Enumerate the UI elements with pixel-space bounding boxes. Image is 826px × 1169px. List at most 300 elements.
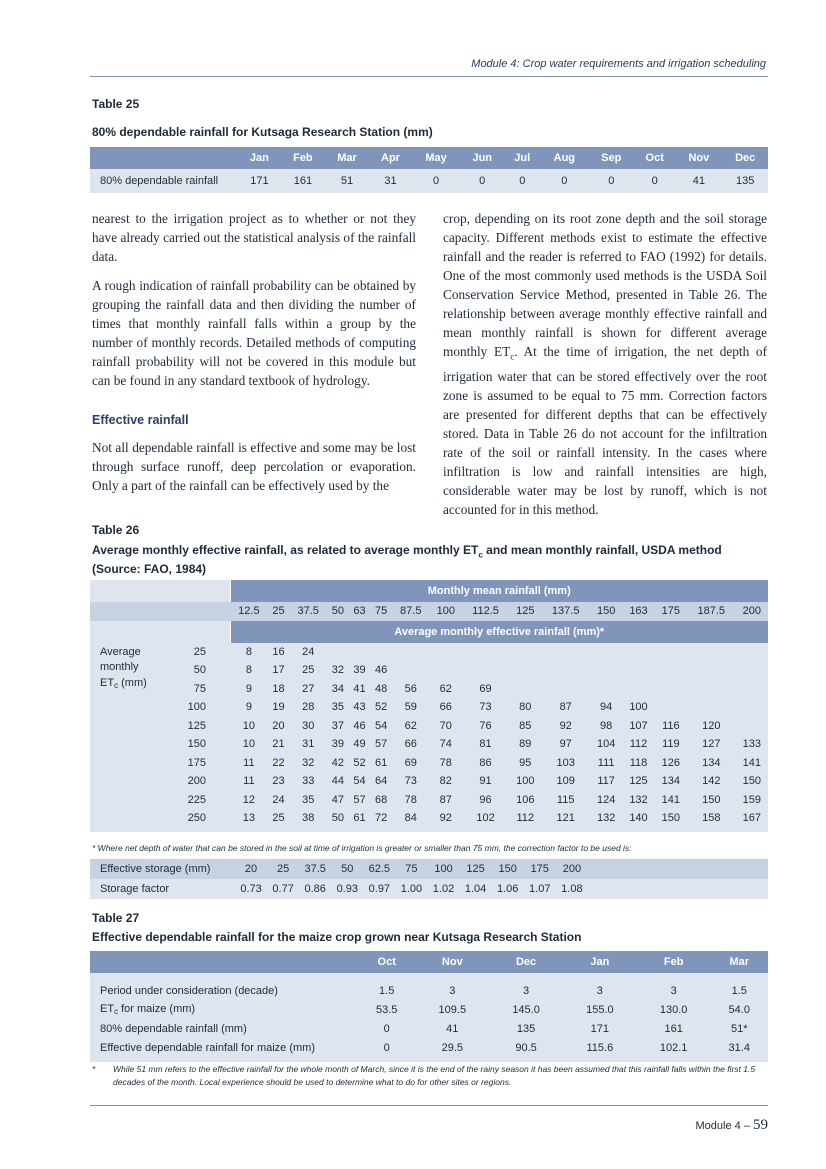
effective-rainfall-cell: 158 [702,812,721,825]
label-text: (mm) [118,676,147,689]
effective-rainfall-cell: 38 [302,812,315,825]
note-text: While 51 mm refers to the effective rainfall for the whole month of March, since it is the end of the rainy season it has been assumed that this rainfall falls within the first 1.5 decades of the month. Local experience should be used to determine what to do for other sites or regions. [113,1064,756,1087]
spacer-cell [90,973,768,981]
effective-rainfall-cell: 98 [600,719,613,732]
effective-rainfall-cell [430,643,462,662]
table-cell: 3 [670,984,677,997]
et-value: 250 [187,812,206,825]
month-header: Feb [293,152,313,164]
effective-rainfall-cell: 73 [404,775,417,788]
effective-rainfall-cell: 126 [661,756,681,769]
table-cell: 1.5 [379,984,395,997]
subscript: c [510,351,515,362]
storage-value: 200 [562,863,582,875]
effective-rainfall-cell: 112 [629,738,648,751]
paragraph: A rough indication of rainfall probability can be obtained by grouping the rainfall data and then dividing the number of times that monthly rainfall falls within a group by the number of monthly records. Detailed methods of computing rainfall probability will not be covered in this module but can be found in any standard textbook of hydrology. [92,278,416,388]
effective-rainfall-cell: 39 [331,738,345,751]
et-value: 125 [187,719,206,732]
effective-rainfall-cell: 57 [374,738,388,751]
month-header: Aug [553,152,576,164]
effective-rainfall-cell: 32 [331,664,345,677]
effective-rainfall-cell: 120 [702,719,721,732]
effective-rainfall-cell [736,643,768,662]
effective-rainfall-cell: 92 [559,719,572,732]
effective-rainfall-cell: 17 [272,664,285,677]
effective-rainfall-cell: 24 [272,793,285,806]
effective-rainfall-cell: 42 [331,756,345,769]
table-cell: 161 [664,1022,683,1035]
table-row [90,1000,768,1019]
table-cell: 3 [449,984,456,997]
effective-rainfall-cell: 70 [439,719,452,732]
effective-rainfall-cell [392,661,430,680]
effective-rainfall-cell: 43 [353,701,366,714]
rainfall-column-header: 137.5 [551,605,580,618]
effective-rainfall-cell [736,661,768,680]
table-27-caption: Effective dependable rainfall for the maize crop grown near Kutsaga Research Station [92,930,582,944]
effective-rainfall-cell: 87 [559,701,572,714]
rainfall-column-header: 50 [331,605,345,618]
effective-rainfall-cell: 52 [353,756,366,769]
effective-rainfall-cell: 22 [272,756,285,769]
effective-rainfall-cell: 132 [596,812,616,825]
rainfall-column-header: 75 [374,605,388,618]
effective-rainfall-cell: 167 [742,812,761,825]
month-header: Apr [381,152,400,164]
rainfall-value: 0 [519,175,526,187]
effective-rainfall-cell: 94 [600,701,613,714]
page-number-value: 59 [753,1117,768,1133]
effective-rainfall-cell: 69 [404,756,417,769]
storage-value: 50 [341,863,354,875]
effective-rainfall-cell: 116 [662,719,680,732]
paragraph: Not all dependable rainfall is effective and some may be lost through surface runoff, deep percolation or evaporation. Only a part of the rainfall can be effectively used by the [92,440,416,493]
header-cell [90,951,358,973]
table-cell: 31.4 [728,1041,750,1054]
effective-rainfall-cell [687,698,736,717]
row-label: Storage factor [100,883,170,895]
storage-value: 175 [530,863,549,875]
rainfall-column-header: 125 [516,605,535,618]
label-text: ET [100,1003,115,1015]
effective-rainfall-cell: 61 [353,812,366,825]
storage-row [90,859,768,879]
effective-rainfall-cell: 9 [245,701,252,714]
table-cell: 53.5 [375,1003,398,1016]
label-line [100,676,150,694]
month-header: Mar [729,956,750,968]
header-rule [90,76,768,77]
subscript: c [114,1007,119,1016]
table-cell: 3 [523,984,530,997]
effective-rainfall-cell: 87 [439,793,452,806]
table-row [90,981,768,1000]
effective-rainfall-cell: 54 [353,775,366,788]
table-27 [90,951,768,1062]
row-label: Period under consideration (decade) [100,984,278,997]
table-cell: 102.1 [659,1041,688,1054]
effective-rainfall-cell: 41 [353,682,366,695]
factor-value: 1.04 [464,883,487,895]
table-cell: 29.5 [441,1041,463,1054]
rainfall-columns-row [90,602,768,621]
rainfall-value: 41 [692,175,705,187]
blank-cell [90,580,230,602]
effective-rainfall-cell: 119 [662,738,680,751]
effective-rainfall-cell: 127 [702,738,721,751]
effective-rainfall-cell: 78 [404,793,417,806]
rainfall-column-header: 163 [629,605,648,618]
table-cell: 41 [446,1022,459,1035]
effective-rainfall-cell [590,680,622,699]
storage-value: 150 [498,863,517,875]
effective-rainfall-cell: 89 [519,738,532,751]
effective-rainfall-cell: 57 [353,793,366,806]
rainfall-column-header: 175 [661,605,681,618]
subscript: c [114,680,119,690]
caption-text: Average monthly effective rainfall, as related to average monthly ET [92,543,479,557]
effective-rainfall-cell: 104 [596,738,616,751]
effective-rainfall-cell: 25 [302,664,315,677]
table-cell: 155.0 [586,1003,614,1016]
factor-value: 1.08 [561,883,583,895]
band-row [90,621,768,643]
et-value: 200 [187,775,206,788]
table-row [90,661,768,680]
factor-value: 0.93 [336,883,358,895]
effective-band: Average monthly effective rainfall (mm)* [230,621,768,643]
effective-rainfall-cell: 103 [556,756,575,769]
effective-rainfall-cell: 91 [479,775,492,788]
rainfall-value: 171 [250,175,269,187]
module-label: Module 4 – [695,1120,753,1132]
effective-rainfall-cell: 10 [242,738,255,751]
table-row [90,680,768,699]
right-column [443,209,767,529]
row-label [90,1000,358,1019]
effective-rainfall-cell: 44 [331,775,345,788]
effective-rainfall-cell [687,680,736,699]
effective-rainfall-cell: 8 [245,664,252,677]
effective-rainfall-cell [736,680,768,699]
effective-rainfall-cell: 141 [742,756,761,769]
table-row [90,1019,768,1038]
effective-rainfall-cell: 35 [302,793,315,806]
effective-rainfall-cell: 47 [331,793,345,806]
factor-value: 0.77 [272,883,294,895]
note-marker: * [92,1064,96,1074]
subscript: c [478,550,483,560]
storage-value: 75 [405,863,418,875]
effective-rainfall-cell: 84 [404,812,417,825]
effective-rainfall-cell: 82 [439,775,452,788]
effective-rainfall-cell: 62 [404,719,417,732]
month-header: Nov [441,956,463,968]
month-header: Sep [601,152,622,164]
effective-rainfall-cell: 109 [556,775,575,788]
storage-value: 62.5 [368,863,391,875]
effective-rainfall-cell [622,680,654,699]
table-26 [90,580,768,832]
filler-cell [588,859,768,879]
effective-rainfall-cell: 12 [242,793,255,806]
effective-rainfall-cell: 118 [629,756,648,769]
effective-rainfall-cell: 48 [374,682,388,695]
effective-rainfall-cell [462,661,509,680]
effective-rainfall-cell: 18 [272,682,285,695]
effective-rainfall-cell: 115 [556,793,575,806]
effective-rainfall-cell [541,661,590,680]
effective-rainfall-cell: 11 [243,756,255,769]
factor-value: 0.73 [240,883,262,895]
effective-rainfall-cell: 30 [302,719,315,732]
month-header: Oct [377,956,396,968]
month-header: Jan [249,152,269,164]
table-25-header-row [90,147,768,169]
effective-rainfall-cell: 150 [661,812,681,825]
text-span: crop, depending on its root zone depth and the soil storage capacity. Different methods exist to estimate the effective rainfall and the reader is referred to FAO (1992) for details. One of the most commonly used methods is the USDA Soil Conservation Service Method, presented in Table 26. The relationship between average monthly effective rainfall and mean monthly rainfall is shown for different average monthly ET [443,211,767,359]
effective-rainfall-cell: 61 [374,756,388,769]
effective-rainfall-cell: 32 [302,756,315,769]
effective-rainfall-cell: 100 [516,775,535,788]
effective-rainfall-cell: 21 [272,738,285,751]
rainfall-band: Monthly mean rainfall (mm) [230,580,768,602]
section-heading: Effective rainfall [92,413,189,427]
effective-rainfall-cell: 100 [629,701,648,714]
effective-rainfall-cell [590,661,622,680]
label-text: for maize (mm) [118,1003,196,1015]
effective-rainfall-cell: 96 [479,793,492,806]
table-cell: 115.6 [586,1041,614,1054]
rainfall-column-header: 25 [272,605,285,618]
effective-rainfall-cell: 124 [596,793,616,806]
table-26-caption [92,543,722,576]
table-25-caption: 80% dependable rainfall for Kutsaga Research Station (mm) [92,125,433,139]
effective-rainfall-cell: 140 [629,812,648,825]
effective-rainfall-cell: 86 [479,756,492,769]
effective-rainfall-cell: 133 [742,738,761,751]
rainfall-value: 31 [384,175,397,187]
factor-row [90,879,768,899]
effective-rainfall-cell [622,643,654,662]
effective-rainfall-cell: 52 [374,701,388,714]
effective-rainfall-cell: 9 [245,682,252,695]
effective-rainfall-cell: 64 [374,775,388,788]
spacer-row [90,973,768,981]
effective-rainfall-cell: 97 [559,738,572,751]
et-value: 225 [187,793,206,806]
storage-factor-table [90,859,768,899]
effective-rainfall-cell: 59 [404,701,417,714]
effective-rainfall-cell: 95 [519,756,532,769]
effective-rainfall-cell: 8 [245,645,252,658]
effective-rainfall-cell [370,643,392,662]
left-column-2 [92,438,416,505]
rainfall-value: 0 [561,175,568,187]
storage-value: 37.5 [304,863,326,875]
label-line: monthly [100,661,139,673]
effective-rainfall-cell [687,661,736,680]
table-25 [90,147,768,193]
factor-value: 1.02 [432,883,455,895]
table-cell: 109.5 [438,1003,467,1016]
effective-rainfall-cell: 112 [516,812,535,825]
et-value: 150 [187,738,206,751]
row-label: Effective storage (mm) [100,863,211,875]
storage-value: 125 [466,863,485,875]
effective-rainfall-cell: 27 [302,682,315,695]
factor-value: 1.06 [496,883,519,895]
effective-rainfall-cell [622,661,654,680]
table-cell: 130.0 [659,1003,688,1016]
table-row [90,754,768,773]
filler-cell [588,879,768,899]
running-header: Module 4: Crop water requirements and irrigation scheduling [471,58,766,70]
rainfall-column-header: 100 [436,605,455,618]
band-row [90,580,768,602]
et-value: 75 [193,682,206,695]
effective-rainfall-cell: 92 [439,812,452,825]
row-label: 80% dependable rainfall [100,175,219,187]
effective-rainfall-cell: 102 [476,812,495,825]
effective-rainfall-cell: 46 [353,719,366,732]
effective-rainfall-cell: 74 [439,738,452,751]
table-cell: 1.5 [731,984,747,997]
effective-rainfall-cell [349,643,371,662]
effective-rainfall-cell: 33 [302,775,315,788]
month-header: Feb [663,956,684,968]
rainfall-column-header: 63 [353,605,366,618]
effective-rainfall-cell [590,643,622,662]
factor-value: 0.97 [368,883,391,895]
rainfall-value: 51 [340,175,354,187]
effective-rainfall-cell: 31 [302,738,315,751]
effective-rainfall-cell: 11 [243,775,255,788]
storage-value: 100 [434,863,453,875]
effective-rainfall-cell: 121 [556,812,575,825]
effective-rainfall-cell: 125 [629,775,648,788]
table-row [90,698,768,717]
effective-rainfall-cell: 159 [742,793,761,806]
effective-rainfall-cell [655,698,687,717]
table-25-data-row [90,169,768,193]
effective-rainfall-cell: 107 [629,719,648,732]
effective-rainfall-cell [736,698,768,717]
effective-rainfall-cell: 150 [702,793,721,806]
month-header: Dec [735,152,756,164]
effective-rainfall-cell: 28 [302,701,315,714]
month-header: Jan [590,956,610,968]
table-27-header-row [90,951,768,973]
effective-rainfall-cell: 54 [374,719,388,732]
paragraph: nearest to the irrigation project as to whether or not they have already carried out the statistical analysis of the rainfall data. [92,211,416,264]
effective-rainfall-cell [509,643,541,662]
effective-rainfall-cell: 24 [302,645,315,658]
factor-value: 1.00 [400,883,423,895]
effective-rainfall-cell [687,643,736,662]
effective-rainfall-cell [736,717,768,736]
effective-rainfall-cell [430,661,462,680]
month-header: May [425,152,447,164]
rainfall-column-header: 37.5 [297,605,319,618]
et-value: 25 [193,645,206,658]
row-label: Effective dependable rainfall for maize (mm) [100,1041,316,1054]
month-header: Jul [514,152,531,164]
rainfall-value: 0 [479,175,486,187]
effective-rainfall-cell: 134 [661,775,681,788]
effective-rainfall-cell: 39 [353,664,366,677]
effective-rainfall-cell: 78 [439,756,452,769]
effective-rainfall-cell: 62 [439,682,452,695]
table-cell: 135 [516,1022,536,1035]
effective-rainfall-cell: 134 [702,756,721,769]
effective-rainfall-cell: 35 [331,701,345,714]
effective-rainfall-cell: 141 [661,793,681,806]
rainfall-column-header: 12.5 [238,605,260,618]
effective-rainfall-cell: 69 [479,682,492,695]
table-row [90,717,768,736]
table-cell: 90.5 [515,1041,537,1054]
rainfall-column-header: 150 [596,605,616,618]
rainfall-column-header: 187.5 [697,605,726,618]
effective-rainfall-cell: 132 [629,793,648,806]
table-cell: 54.0 [728,1003,750,1016]
table-row [90,643,768,662]
rainfall-column-header: 200 [742,605,761,618]
label-line: Average [100,645,141,658]
effective-rainfall-cell: 73 [479,701,492,714]
effective-rainfall-cell: 81 [479,738,492,751]
table-cell: 171 [590,1022,610,1035]
month-header: Oct [645,152,664,164]
month-header: Dec [515,956,537,968]
effective-rainfall-cell: 106 [516,793,535,806]
month-header: Jun [472,152,493,164]
effective-rainfall-cell: 19 [272,701,285,714]
table-row [90,791,768,810]
effective-rainfall-cell: 56 [404,682,417,695]
table-row [90,1038,768,1062]
rainfall-column-header: 112.5 [472,605,499,618]
table-cell: 0 [383,1041,390,1054]
effective-rainfall-cell: 68 [374,793,388,806]
effective-rainfall-cell: 142 [702,775,721,788]
storage-value: 25 [276,863,290,875]
row-group-label [90,643,150,832]
rainfall-value: 0 [608,175,615,187]
effective-rainfall-cell [655,661,687,680]
effective-rainfall-cell: 49 [353,738,366,751]
effective-rainfall-cell: 23 [272,775,285,788]
effective-rainfall-cell [541,680,590,699]
effective-rainfall-cell: 10 [242,719,255,732]
effective-rainfall-cell [327,643,349,662]
table-cell: 0 [383,1022,390,1035]
effective-rainfall-cell: 72 [374,812,388,825]
table-row [90,735,768,754]
storage-value: 20 [244,863,258,875]
rainfall-value: 135 [735,175,755,187]
rainfall-column-header: 87.5 [400,605,422,618]
effective-rainfall-cell [392,643,430,662]
table-27-note [92,1063,772,1089]
effective-rainfall-cell [655,680,687,699]
table-cell: 51* [731,1022,748,1035]
rainfall-value: 0 [432,175,440,187]
effective-rainfall-cell: 25 [272,812,285,825]
effective-rainfall-cell: 37 [331,719,345,732]
et-value: 175 [187,756,206,769]
